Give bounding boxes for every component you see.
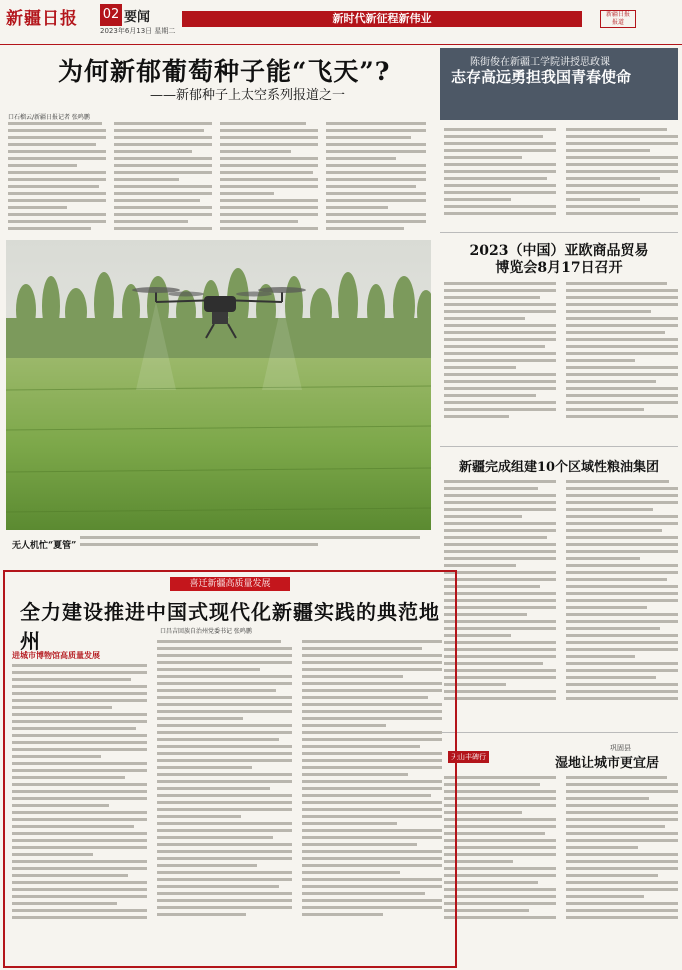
feature-kicker: 喜迁新疆高质量发展 — [170, 577, 290, 591]
article3-body-col1 — [444, 480, 556, 704]
article1-subtitle: ——新郁种子上太空系列报道之一 — [150, 88, 346, 103]
article1-body-col2 — [114, 122, 212, 234]
article4-headline: 湿地让城市更宜居 — [554, 756, 659, 771]
section-title: 要闻 — [124, 10, 151, 25]
editorial-kicker: 陈街俊在新疆工学院讲授思政课 — [470, 57, 610, 68]
article1-byline: 口石榴云/新疆日报记者 张鸣鹏 — [8, 114, 90, 121]
page-number: 02 — [100, 4, 122, 26]
article2-headline-line2: 博览会8月17日召开 — [495, 260, 623, 276]
article2-body-col2 — [566, 282, 678, 422]
feature-body-col1 — [12, 664, 147, 923]
article4-tag: 天山丰碑行 — [448, 751, 489, 763]
article1-headline: 为何新郁葡萄种子能“飞天”? — [58, 57, 391, 86]
masthead-rule — [0, 44, 682, 45]
editorial-title: 志存高远勇担我国青春使命 — [451, 68, 632, 86]
editorial-body-col1 — [444, 128, 556, 219]
feature-red-tag: 进城市博物馆高质量发展 — [12, 651, 100, 660]
article3-body-col2 — [566, 480, 678, 704]
drone-photo — [6, 240, 431, 530]
corner-label-top: 新疆日报 — [605, 11, 630, 18]
photo-caption: 无人机忙“夏管” — [12, 541, 77, 551]
article1-body-col1 — [8, 122, 106, 234]
article2-body-col1 — [444, 282, 556, 422]
feature-headline: 全力建设推进中国式现代化新疆实践的典范地州 — [20, 600, 440, 653]
editorial-body-col2 — [566, 128, 678, 219]
date-line: 2023年6月13日 星期二 — [100, 27, 176, 35]
feature-body-col3 — [302, 640, 442, 920]
corner-label-bottom: 报道 — [611, 19, 624, 26]
drone-photo-illustration — [6, 240, 431, 530]
article3-headline: 新疆完成组建10个区域性粮油集团 — [458, 460, 660, 475]
masthead-logo: 新疆日报 — [6, 9, 78, 29]
article1-body-col3 — [220, 122, 318, 234]
feature-byline: 口昌吉回族自治州党委书记 张鸣鹏 — [160, 628, 252, 635]
divider-1 — [440, 232, 678, 233]
photo-caption-detail — [80, 536, 420, 552]
divider-3 — [440, 732, 678, 733]
divider-2 — [440, 446, 678, 447]
article4-body-col1 — [444, 776, 556, 923]
article4-sub: 巩固县 — [610, 744, 631, 752]
banner: 新时代新征程新伟业 — [182, 11, 582, 27]
article2-headline-line1: 2023（中国）亚欧商品贸易 — [469, 243, 649, 259]
article1-body-col4 — [326, 122, 426, 234]
feature-body-col2 — [157, 640, 292, 920]
corner-badge — [600, 10, 636, 28]
article4-body-col2 — [566, 776, 678, 923]
